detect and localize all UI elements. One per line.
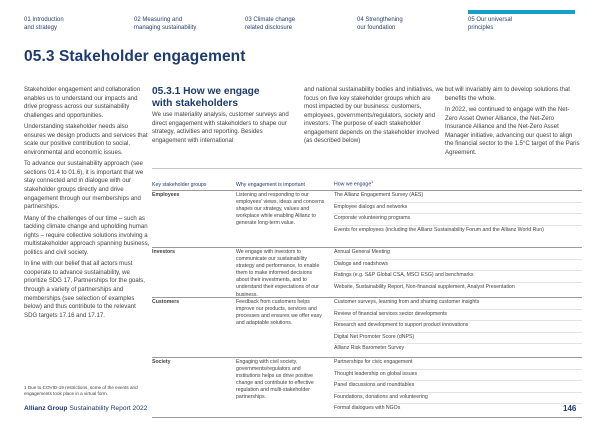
engage-item: Corporate volunteering programs <box>334 214 582 226</box>
table-row-customers <box>152 297 582 357</box>
why-cell: We engage with investors to communicate our sustainability strategy and performance, to enable them to make informed decisions about their investments, and to understand their expectations of our business. <box>236 249 320 298</box>
footer <box>24 405 147 412</box>
paragraph: Understanding stakeholder needs also ensures we design products and services that scale our positive contribution to social, environmental and economic issues. <box>24 123 148 156</box>
engage-item: Customer surveys, learning from and sharing customer insights <box>334 298 582 310</box>
section-heading <box>152 86 260 110</box>
engage-item: Review of financial services sector developments <box>334 310 582 322</box>
stakeholder-table <box>152 168 582 418</box>
engage-item: Partnerships for civic engagement <box>334 358 582 370</box>
nav-item-introduction[interactable] <box>24 16 104 32</box>
engage-item: The Allianz Engagement Survey (AES) <box>334 191 582 203</box>
section-text-right <box>445 86 580 160</box>
nav-label: 04 Strengthening <box>357 17 403 23</box>
nav-label: and strategy <box>24 25 58 31</box>
group-cell: Investors <box>152 249 176 255</box>
paragraph: In 2022, we continued to engage with the Net-Zero Asset Owner Alliance, the Net-Zero Insurance Alliance and the Net-Zero Asset Manager initiative, advancing our quest to align the financial sector to the 1.5°C target of the Paris Agreement. <box>445 106 580 156</box>
table-row-investors <box>152 247 582 297</box>
paragraph: Many of the challenges of our time – such as tackling climate change and upholding human rights – require collective solutions involving a multistakeholder approach spanning business, politics and civil society. <box>24 214 150 256</box>
nav-label: related disclosure <box>245 25 293 31</box>
intro-column <box>24 86 150 323</box>
section-text: We use materiality analysis, customer surveys and direct engagement with stakeholders to shape our strategy, activities and reporting. Besides engagement with international <box>152 111 289 144</box>
engage-item: Dialogs and roadshows <box>334 260 582 272</box>
table-row-society <box>152 357 582 417</box>
group-cell: Employees <box>152 192 180 198</box>
engage-item: Foundations, donations and volunteering <box>334 393 582 405</box>
table-bottom-rule <box>152 417 582 418</box>
nav-label: principles <box>468 25 494 31</box>
engage-item: Digital Net Promoter Score (dNPS) <box>334 333 582 345</box>
engage-item: Ratings (e.g. S&P Global CSA, MSCI ESG) and benchmarks <box>334 271 582 283</box>
header-how-label: How we engage <box>334 181 372 188</box>
footer-report-title: Sustainability Report 2022 <box>69 405 148 412</box>
why-cell: Engaging with civil society, governments/regulators and institutions helps us drive positive change and contribute to effective regulation and multi-stakeholder partnerships. <box>236 359 314 401</box>
nav-item-principles-active[interactable] <box>468 16 548 32</box>
nav-item-measuring[interactable] <box>134 16 214 32</box>
page-number: 146 <box>563 404 577 413</box>
engage-item: Events for employees (including the Allianz Sustainability Forum and the Allianz World Run) <box>334 226 544 233</box>
section-navigation <box>0 0 600 40</box>
nav-item-foundation[interactable] <box>357 16 437 32</box>
table-header <box>152 168 582 190</box>
section-text-continued: and national sustainability bodies and initiatives, we focus on five key stakeholder groups which are most impacted by our business: customers, employees, governments/regulators, society and investors. The purpose of each stakeholder engagement depends on the stakeholder involved (as described below) <box>304 86 444 145</box>
how-cell <box>332 358 582 417</box>
paragraph: To advance our sustainability approach (see sections 01.4 to 01.6), it is important that we stay connected and in dialogue with our stakeholder groups directly and drive engagement through our memberships and partnerships. <box>24 160 144 211</box>
footnote: 1 Due to COVID-19 restrictions, some of the events and engagements took place in a virtual form. <box>24 385 138 396</box>
engage-item: Panel discussions and roundtables <box>334 381 582 393</box>
page-title: 05.3 Stakeholder engagement <box>24 48 246 65</box>
engage-item: Annual General Meeting <box>334 248 582 260</box>
nav-label: 03 Climate change <box>245 17 296 23</box>
engage-item: Research and development to support product innovations <box>334 321 582 333</box>
nav-label: 01 Introduction <box>24 17 64 23</box>
why-cell: Listening and responding to our employees' views, ideas and concerns shapes our strategy, values and workplace while enabling Allianz to generate long-term value. <box>236 192 325 227</box>
engage-item: Thought leadership on global issues <box>334 370 582 382</box>
paragraph: In line with our belief that all actors must cooperate to advance sustainability, we prioritize SDG 17, Partnerships for the goals, through a variety of partnerships and memberships (see selection of examples below) and thus contribute to the relevant SDG targets 17.16 and 17.17. <box>24 260 145 319</box>
engage-item: Formal dialogues with NGOs <box>334 405 401 412</box>
how-cell <box>332 298 582 357</box>
group-cell: Society <box>152 359 171 365</box>
paragraph: Stakeholder engagement and collaboration enables us to understand our impacts and drive progress across our sustainability challenges and opportunities. <box>24 86 141 119</box>
footer-brand: Allianz Group <box>24 405 68 412</box>
section-heading-line: with stakeholders <box>152 98 239 109</box>
group-cell: Customers <box>152 299 180 305</box>
how-cell <box>332 191 582 247</box>
engage-item: Allianz Risk Barometer Survey <box>334 345 405 352</box>
header-how <box>332 179 582 189</box>
nav-label: 05 Our universal <box>468 17 513 23</box>
nav-label: our foundation <box>357 25 396 31</box>
section-heading-line: 05.3.1 How we engage <box>152 86 260 97</box>
nav-item-climate[interactable] <box>245 16 325 32</box>
how-cell <box>332 248 582 297</box>
nav-label: managing sustainability <box>134 25 197 31</box>
why-cell: Feedback from customers helps improve our products, services and processes and ensures we offer easy and adaptable solutions. <box>236 299 322 327</box>
nav-label: 02 Measuring and <box>134 17 183 23</box>
footnote-ref: 1 <box>371 180 374 185</box>
engage-item: Employee dialogs and networks <box>334 203 582 215</box>
paragraph: but will invariably aim to develop solutions that benefits the whole. <box>445 86 570 102</box>
table-row-employees <box>152 190 582 247</box>
header-group: Key stakeholder groups <box>152 181 207 188</box>
header-why: Why engagement is important <box>236 181 305 188</box>
engage-item: Website, Sustainability Report, Non-financial supplement, Analyst Presentation <box>334 283 515 290</box>
